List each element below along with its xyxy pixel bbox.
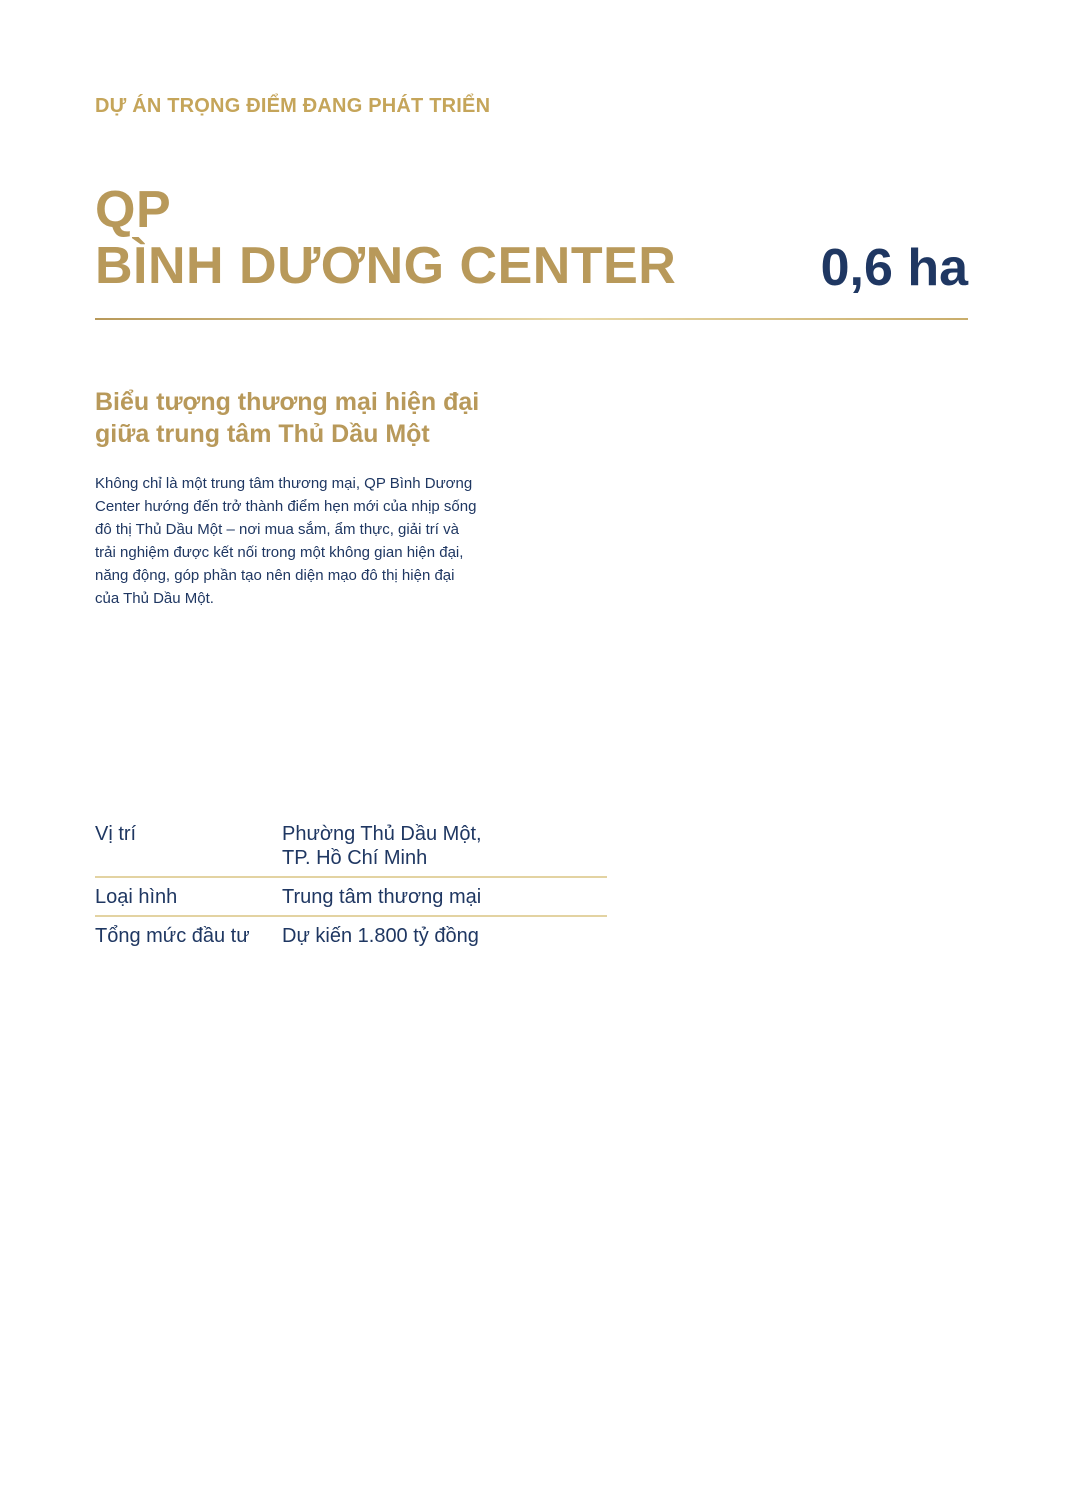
intro-body-line: trải nghiệm được kết nối trong một không gian hiện đại, <box>95 544 464 561</box>
info-value-line: TP. Hồ Chí Minh <box>282 847 428 869</box>
project-title <box>95 182 795 294</box>
info-value-line: Dự kiến 1.800 tỷ đồng <box>282 925 479 947</box>
info-label: Vị trí <box>95 823 137 845</box>
intro-body-line: của Thủ Dầu Một. <box>95 590 214 607</box>
title-divider <box>95 318 968 320</box>
intro-body-line: Không chỉ là một trung tâm thương mại, QP Bình Dương <box>95 475 473 492</box>
info-row-location <box>95 822 607 878</box>
project-area: 0,6 ha <box>820 239 968 297</box>
info-value <box>282 885 607 909</box>
info-row-type <box>95 878 607 917</box>
intro-body-line: năng động, góp phần tạo nên diện mạo đô thị hiện đại <box>95 567 455 584</box>
intro-body-line: Center hướng đến trở thành điểm hẹn mới của nhịp sống <box>95 498 477 515</box>
info-value <box>282 822 607 870</box>
project-info-table <box>95 822 607 954</box>
intro-body <box>95 472 540 610</box>
info-label: Tổng mức đầu tư <box>95 925 250 947</box>
info-value <box>282 924 607 948</box>
section-eyebrow: DỰ ÁN TRỌNG ĐIỂM ĐANG PHÁT TRIỂN <box>95 95 491 117</box>
info-row-investment <box>95 917 607 954</box>
intro-subtitle <box>95 386 555 450</box>
project-title-line-1: QP <box>95 181 172 239</box>
info-label: Loại hình <box>95 886 178 908</box>
project-title-line-2: BÌNH DƯƠNG CENTER <box>95 237 677 295</box>
intro-subtitle-line-2: giữa trung tâm Thủ Dầu Một <box>95 420 430 448</box>
info-value-line: Phường Thủ Dầu Một, <box>282 823 482 845</box>
intro-body-line: đô thị Thủ Dầu Một – nơi mua sắm, ẩm thực, giải trí và <box>95 521 459 538</box>
intro-subtitle-line-1: Biểu tượng thương mại hiện đại <box>95 388 480 416</box>
info-value-line: Trung tâm thương mại <box>282 886 482 908</box>
